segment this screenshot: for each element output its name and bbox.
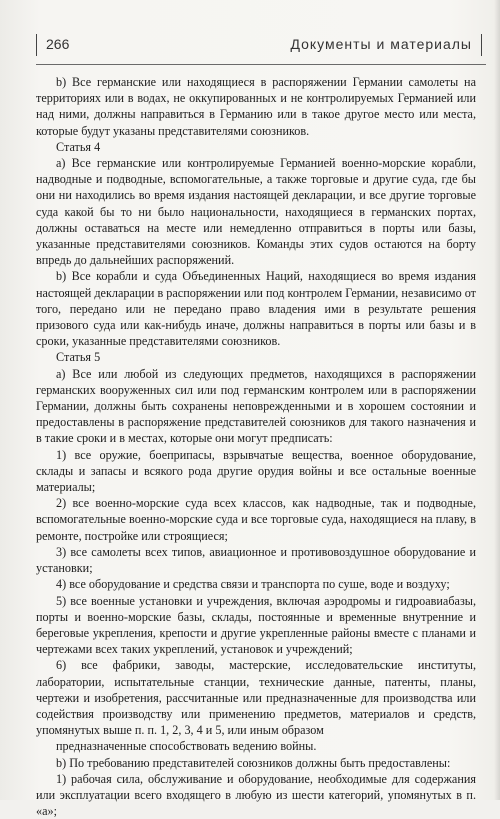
page-header — [36, 34, 486, 65]
article-heading: Статья 4 — [56, 139, 101, 154]
list-item: 4) все оборудование и средства связи и транспорта по суше, воде и воздуху; — [56, 577, 450, 592]
list-item: 1) все оружие, боеприпасы, взрывчатые вещества, военное оборудование, склады и запасы и всякого рода другие орудия войны и все остальные военные материалы; — [36, 447, 476, 495]
page-number: 266 — [46, 36, 70, 52]
running-head: Документы и материалы — [290, 36, 472, 52]
list-item: 1) рабочая сила, обслуживание и оборудование, необходимые для содержания или эксплуатации всего входящего в любую из шести категорий, упомянутых в п. «а»; — [36, 771, 476, 819]
paragraph: предназначенные способствовать ведению войны. — [56, 739, 317, 754]
header-right-rule — [481, 34, 482, 56]
paragraph: b) Все корабли и суда Объединенных Наций, находящиеся во время издания настоящей декларации в распоряжении или под контролем Германии, независимо от того, передано или не передано право владения ими в результате решения призового суда или как-нибудь иначе, должны направиться в порты или базы и в сроки, указанные представителями союзников. — [36, 269, 476, 349]
body-text — [36, 74, 476, 819]
page-edge-shadow — [494, 0, 500, 800]
paragraph: а) Все германские или контролируемые Германией военно-морские корабли, надводные и подводные, вспомогательные, а также торговые и другие суда, где бы они ни находились во время издания настоящей декларации, и все другие торговые суда какой бы то ни было национальности, находящиеся в германских портах, должны оставаться на месте или немедленно отправиться в порты или базы, указанные представителями союзников. Команды этих судов остаются на борту впредь до дальнейших распоряжений. — [36, 156, 476, 268]
paragraph: b) По требованию представителей союзников должны быть предоставлены: — [56, 755, 451, 770]
header-left-rule — [36, 34, 37, 56]
list-item: 2) все военно-морские суда всех классов, как надводные, так и подводные, вспомогательные военно-морские суда и все торговые суда, находящиеся на плаву, в ремонте, постройке или строящиеся; — [36, 496, 476, 543]
list-item: 5) все военные установки и учреждения, включая аэродромы и гидроавиабазы, порты и военно-морские базы, склады, постоянные и временные внутренние и береговые укрепления, крепости и другие укрепленные районы вместе с планами и чертежами всех таких укреплений, установок и учреждений; — [36, 593, 476, 657]
list-item: 6) все фабрики, заводы, мастерские, исследовательские институты, лаборатории, испытательные станции, технические данные, патенты, планы, чертежи и изобретения, рассчитанные или предназначенные для производства или содействия производству или применению предметов, материалов и средств, упомянутых выше п. п. 1, 2, 3, 4 и 5, или иным образом — [36, 658, 476, 738]
paragraph: b) Все германские или находящиеся в распоряжении Германии самолеты на территориях или в водах, не оккупированных и не контролируемых Германией или над ними, должны направиться в Германию или в такое другое место или места, которые будут указаны представителями союзников. — [36, 75, 476, 138]
list-item: 3) все самолеты всех типов, авиационное и противовоздушное оборудование и установки; — [36, 544, 476, 576]
paragraph: а) Все или любой из следующих предметов, находящихся в распоряжении германских вооруженных сил или под германским контролем или в распоряжении Германии, должны быть сохранены неповрежденными и в хорошем состоянии и предоставлены в распоряжение представителей союзников для такого назначения и в такие сроки и в местах, которые они могут предписать: — [36, 366, 476, 446]
article-heading: Статья 5 — [56, 350, 101, 365]
